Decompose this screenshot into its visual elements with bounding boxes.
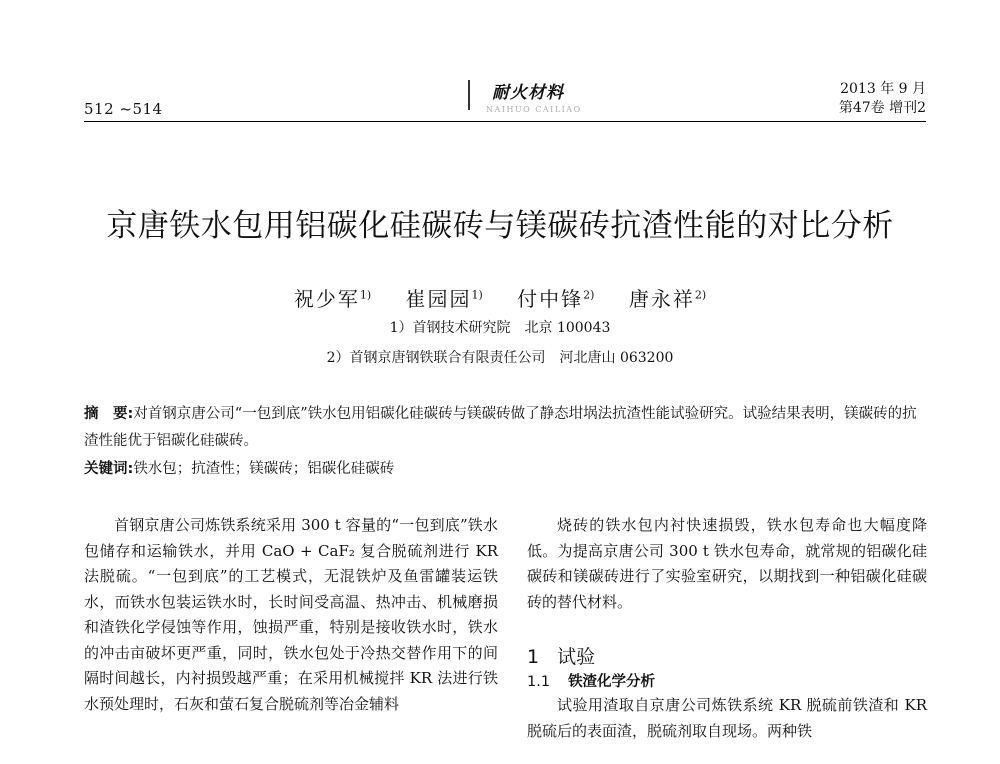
header-rule	[84, 121, 926, 122]
author-affil-mark: 2)	[694, 288, 707, 302]
abstract	[84, 401, 930, 455]
author-3	[517, 283, 594, 312]
author-4	[629, 283, 706, 312]
journal-name-en: NAIHUO CAILIAO	[486, 105, 582, 114]
body-column-left	[84, 513, 498, 717]
author-affil-mark: 2)	[583, 288, 595, 302]
affiliation-1: 1）首钢技术研究院 北京 100043	[389, 320, 611, 336]
keywords-label: 关键词:	[84, 461, 134, 477]
author-list	[0, 283, 1000, 312]
page-range: 512 ~514	[84, 100, 163, 118]
body-paragraph: 试验用渣取自京唐公司炼铁系统 KR 脱硫前铁渣和 KR 脱硫后的表面渣，脱硫剂取自现场。两种铁	[527, 696, 927, 740]
section-number: 1	[527, 646, 540, 668]
abstract-label: 摘 要:	[84, 406, 134, 422]
author-2	[406, 283, 483, 312]
author-name: 唐永祥	[628, 287, 695, 311]
subsection-title: 铁渣化学分析	[568, 674, 656, 690]
body-paragraph: 烧砖的铁水包内衬快速损毁，铁水包寿命也大幅度降低。为提高京唐公司 300 t 铁水包寿命，就常规的铝碳化硅碳砖和镁碳砖进行了实验室研究，以期找到一种铝碳化硅碳砖的替代材料。	[527, 516, 927, 611]
author-name: 祝少军	[293, 287, 360, 311]
keywords-text: 铁水包；抗渣性；镁碳砖；铝碳化硅碳砖	[133, 461, 395, 477]
paper-title: 京唐铁水包用铝碳化硅碳砖与镁碳砖抗渣性能的对比分析	[106, 208, 894, 244]
section-title: 试验	[557, 646, 596, 668]
body-column-right	[527, 513, 927, 744]
abstract-text: 对首钢京唐公司“一包到底”铁水包用铝碳化硅碳砖与镁碳砖做了静态坩埚法抗渣性能试验研究。试验结果表明，镁碳砖的抗渣性能优于铝碳化硅碳砖。	[84, 406, 917, 449]
journal-name-cn: 耐火材料	[492, 83, 564, 103]
keywords	[84, 456, 930, 483]
body-paragraph: 首钢京唐公司炼铁系统采用 300 t 容量的“一包到底”铁水包储存和运输铁水，并用 CaO + CaF₂ 复合脱硫剂进行 KR 法脱硫。“一包到底”的工艺模式，无混铁炉及鱼雷罐装运铁水，而铁水包装运铁水时，长时间受高温、热冲击、机械磨损和渣铁化学侵蚀等作用，蚀损严重，特别是接收铁水时，铁水的冲击亩破坏更严重，同时，铁水包处于冷热交替作用下的间隔时间越长，内衬损毁越严重；在采用机械搅拌 KR 法进行铁水预处理时，石灰和萤石复合脱硫剂等冶金辅料	[84, 516, 498, 713]
issue-date: 2013 年 9 月	[840, 81, 926, 97]
section-heading	[527, 645, 927, 669]
author-affil-mark: 1)	[471, 288, 483, 302]
journal-logo	[468, 78, 588, 114]
author-affil-mark: 1)	[359, 288, 372, 302]
issue-volume: 第47卷 增刊2	[838, 100, 926, 116]
logo-bar	[468, 80, 470, 110]
author-name: 付中锋	[517, 287, 584, 311]
author-name: 崔园园	[405, 287, 472, 311]
affiliation-2: 2）首钢京唐钢铁联合有限责任公司 河北唐山 063200	[326, 350, 674, 366]
subsection-number: 1.1	[527, 674, 551, 690]
subsection-heading	[527, 671, 927, 693]
author-1	[294, 283, 371, 312]
issue-info	[839, 80, 926, 118]
